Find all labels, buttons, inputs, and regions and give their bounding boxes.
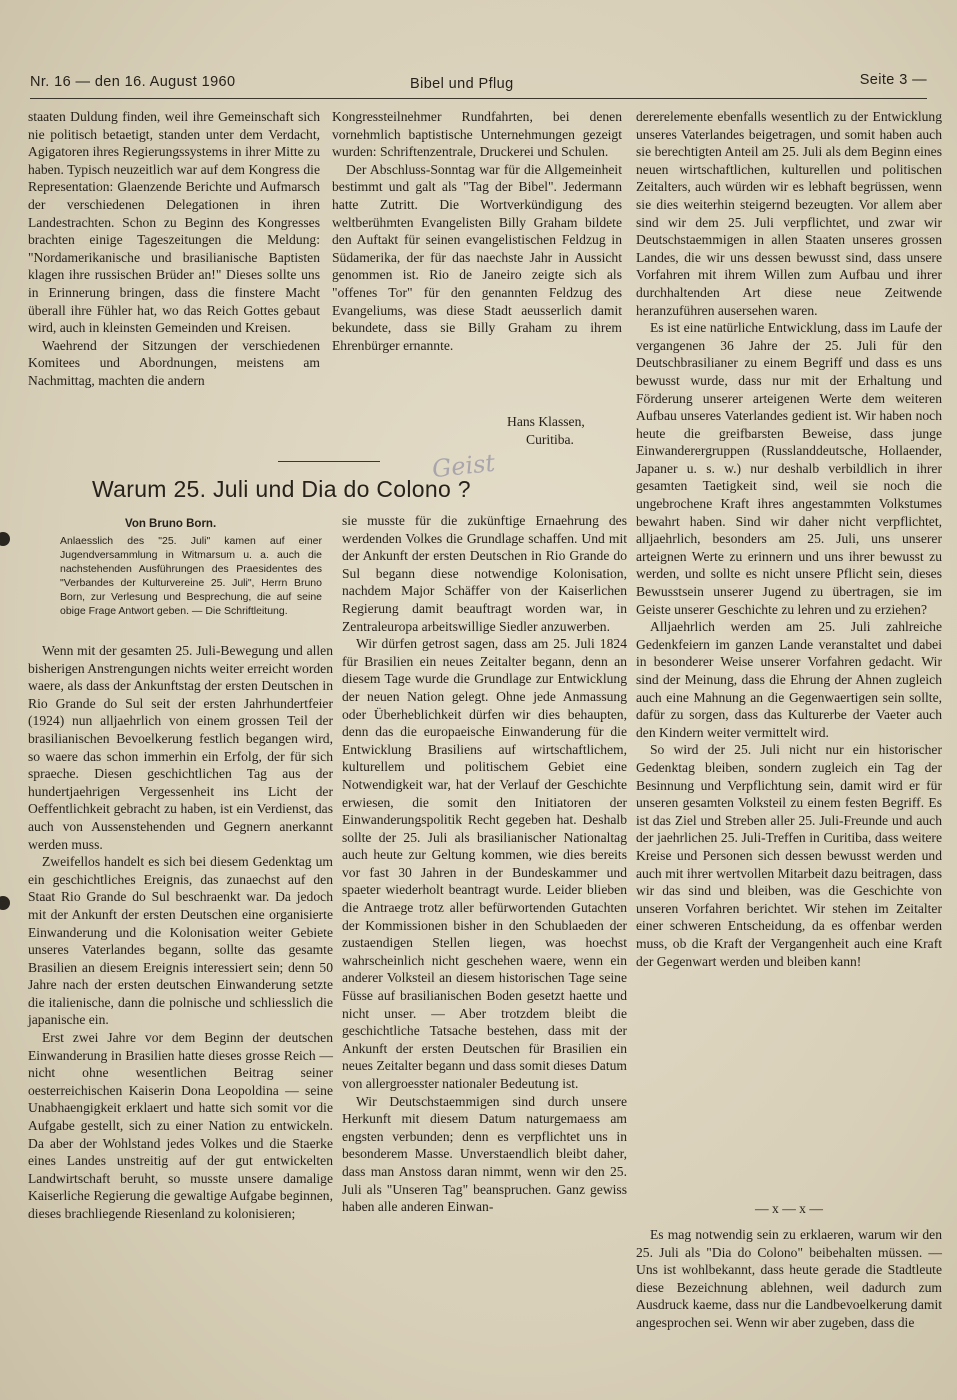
header-rule — [30, 98, 927, 99]
article-column-3 — [636, 108, 942, 970]
paragraph: Alljaehrlich werden am 25. Juli zahlreiche Gedenkfeiern im ganzen Lande veranstaltet und dabei in besonderer Weise unserer Vorfahren gedacht. Wir sind der Meinung, dass die Ehrung der Ahnen zugleich auch eine Mahnung an die Gegenwaertigen sein sollte, dafür zu sorgen, dass das Kulturerbe der Vaeter auch den Kindern weiter vermittelt wird. — [636, 619, 942, 740]
paragraph: Erst zwei Jahre vor dem Beginn der deutschen Einwanderung in Brasilien hatte dieses grosse Reich — nicht ohne wesentlichen Beitrag seiner oesterreichischen Kaiserin Dona Leopoldina — seine Unabhaengigkeit erklaert und hatte sich somit vor die Aufgabe gestellt, sich zu einer Nation zu entwickeln. Da aber der Wohlstand jedes Volkes und die Staerke eines Landes unstreitig auf der gut entwickelten Landwirtschaft beruht, so musste unsere damalige Kaiserliche Regierung die gewaltige Aufgabe beginnen, dieses brachliegende Riesenland zu kolonisieren; — [28, 1030, 333, 1221]
article-column-1 — [28, 642, 333, 1223]
pencil-annotation: Geist — [430, 448, 497, 484]
signature-name: Hans Klassen, — [507, 414, 585, 429]
paragraph: Wir dürfen getrost sagen, dass am 25. Juli 1824 für Brasilien ein neues Zeitalter begann, denn an diesem Tage wurde die Grundlage zur Entwicklung der neuen Nation gelegt. Ohne jede Anmassung oder Überheblichkeit dürfen wir dies behaupten, denn das die europaeische Einwanderung für die Entwicklung Brasiliens auf wirtschaftlichem, kulturellem und politischem Gebiet eine Notwendigkeit war, hat der Verlauf der Geschichte erwiesen, die somit den Initiatoren der Einwanderungspolitik Recht gegeben hat. Deshalb sollte der 25. Juli als brasilianischer Nationaltag auch heute zur Geltung kommen, wie dies bereits vor fast 30 Jahren in der Bundeskammer und spaeter wiederholt beantragt wurde. Leider blieben die Antraege trotz aller befürwortenden Gutachten der Kommissionen bisher in den Schublaeden der zustaendigen Stellen liegen, was hoechst wahrscheinlich nicht geschehen waere, wenn ein anderer Volksteil an diesem historischen Tage seine Füsse auf brasilianischen Boden gesetzt haette und nicht unser. — Aber trotzdem bleibt die geschichtliche Tatsache bestehen, dass mit der Ankunft der ersten Deutschen für Brasilien ein neues Zeitalter begann und dass somit dieses Datum von allergroesster nationaler Bedeutung ist. — [342, 636, 627, 1091]
paragraph: dererelemente ebenfalls wesentlich zu der Entwicklung unseres Vaterlandes beigetragen, und somit haben auch sie berechtigten Anteil am 25. Juli als dem Beginn eines neuen wirtschaftlichen, kulturellen und politischen Zeitalters, auch würden wir es lebhaft begrüssen, wenn sie dies weiterhin steigernd bezeugten. Vor allem aber sind wir dem 25. Juli verpflichtet, und zwar wir Deutschstaemmigen in allen Staaten unseres grossen Landes, die wir uns dessen bewusst sind, dass unsere Vorfahren mit ihrem Willen zum Aufbau und ihrer durchhaltenden Art diese neue Zeitwende heranzuführen ausersehen waren. — [636, 109, 942, 318]
column-2-top — [332, 108, 622, 354]
column-1-top — [28, 108, 320, 390]
paragraph: staaten Duldung finden, weil ihre Gemeinschaft sich nie politisch betaetigt, standen unter dem Verdacht, Agigatoren ihres Regierungssystems in ihrer Mitte zu haben. Typisch neuzeitlich war auf dem Kongress die Representation: Glaenzende Berichte und Aufmarsch der verschiedenen Delegationen in ihren Landestrachten. Schon zu Beginn des Kongresses brachten einige Tageszeitungen die Meldung: "Nordamerikanische und brasilianische Baptisten klagen ihre russischen Brüder an!" Dieses sollte uns in Erinnerung bringen, dass die finstere Macht überall ihre Fühler hat, wo das Reich Gottes gebaut wird, auch in kleinsten Gemeinden und Kreisen. — [28, 109, 320, 336]
article-separator-rule — [278, 461, 380, 462]
article-title: Warum 25. Juli und Dia do Colono ? — [92, 476, 471, 502]
paragraph: Wir Deutschstaemmigen sind durch unsere Herkunft mit diesem Datum naturgemaess am engsten verbunden; denn es verpflichtet uns in besonderem Masse. Unverstaendlich bleibt daher, dass man Anstoss daran nimmt, wenn wir den 25. Juli als "Unseren Tag" beanspruchen. Ganz gewiss haben alle anderen Einwan- — [342, 1093, 627, 1215]
editor-note-text: Anlaesslich des "25. Juli" kamen auf einer Jugendversammlung in Witmarsum u. a. auch die nachstehenden Ausführungen des Praesidentes des "Verbandes der Kulturvereine 25. Juli", Herrn Bruno Born, zur Verlesung und Besprechung, die auf seine obige Frage Antwort geben. — Die Schriftleitung. — [60, 535, 322, 617]
paragraph: Der Abschluss-Sonntag war für die Allgemeinheit bestimmt und galt als "Tag der Bibel". Jedermann hatte Zutritt. Die Wortverkündigung des weltberühmten Evangelisten Billy Graham bildete den Auftakt für seinen evangelistischen Feldzug in Südamerika, der für das naechste Jahr in Aussicht genommen ist. Rio de Janeiro zeigte sich als "offenes Tor" für den genannten Feldzug des Evangeliums, was diese Stadt aeusserlich damit bekundete, dass sie Billy Graham zu ihrem Ehrenbürger ernannte. — [332, 161, 622, 353]
editor-note — [60, 534, 322, 618]
paragraph: Kongressteilnehmer Rundfahrten, bei denen vornehmlich baptistische Unternehmungen gezeigt wurden: Schriftenzentrale, Druckerei und Schulen. — [332, 109, 622, 160]
paragraph: Zweifellos handelt es sich bei diesem Gedenktag um ein geschichtliches Ereignis, das zunaechst auf den Staat Rio Grande do Sul beschraenkt war. Da jedoch mit der Ankunft der ersten Deutschen eine organisierte Einwanderung und die Kolonisation weiter Gebiete unseres Vaterlandes begann, sollte das gesamte Brasilien an diesem Ereignis interessiert sein; denn 50 Jahre nach der ersten deutschen Einwanderung setzte die italienische, dann die polnische und schliesslich die japanische ein. — [28, 854, 333, 1028]
publication-title: Bibel und Pflug — [410, 76, 514, 92]
paragraph: Wenn mit der gesamten 25. Juli-Bewegung und allen bisherigen Anstrengungen nichts weiter erreicht worden waere, als dass der Ankunftstag der ersten Deutschen in Rio Grande do Sul seit der ersten Jahrhundertfeier (1924) nun alljaehrlich von einem grossen Teil der brasilianischen Bevoelkerung festlich begangen wird, so waere das schon immerhin ein Erfolg, der für sich spraeche. Diesen geschichtlichen Tag aus der hundertjaehrigen Vergessenheit ins Licht der Oeffentlichkeit gebracht zu haben, ist ein Verdienst, das auch von Aussenstehenden und Gegnern anerkannt werden muss. — [28, 643, 333, 852]
punch-hole — [0, 896, 10, 910]
paragraph: Waehrend der Sitzungen der verschiedenen Komitees und Abordnungen, meistens am Nachmittag, machten die andern — [28, 337, 320, 388]
article-byline: Von Bruno Born. — [125, 518, 217, 530]
signature-place: Curitiba. — [526, 432, 574, 447]
punch-hole — [0, 532, 10, 546]
paragraph: sie musste für die zukünftige Ernaehrung des werdenden Volkes die Grundlage schaffen. Und mit der Ankunft der ersten Deutschen in Rio Grande do Sul begann diese notwendige Kolonisation, nachdem Major Schäffer von der Kaiserlichen Regierung damit beauftragt worden war, in Zentraleuropa arbeitswillige Siedler anzuwerben. — [342, 513, 627, 634]
issue-info: Nr. 16 — den 16. August 1960 — [30, 74, 236, 90]
paragraph: Es ist eine natürliche Entwicklung, dass im Laufe der vergangenen 36 Jahre der 25. Juli für den Deutschbrasilianer zu einem Begriff und dass es uns bewusst wurde, dass nur mit der Erhaltung und Förderung unserer arteigenen Werte dem weiteren Aufbau unseres Vaterlandes gedient ist. Wir haben noch heute die greifbarsten Beweise, dass junge Einwanderergruppen (Russlanddeutsche, Hollaender, Japaner u. s. w.) nur deshalb verbildlich in ihrer gesamten Taetigkeit sind, weil sie noch die ungebrochene Kraft ihres angestammten Volkstumes bewahrt haben. Sind wir daher nicht verpflichtet, alljaehrlich, besonders am 25. Juli, uns unserer arteignen Werte zu erinnern und uns ihrer bewusst zu werden, und sollte es nicht unsere Pflicht sein, dieses Bewusstsein unserer Jugend zu übertragen, sie im Geiste unserer Geschichte zu lehren und zu erziehen? — [636, 320, 942, 617]
paragraph: Es mag notwendig sein zu erklaeren, warum wir den 25. Juli als "Dia do Colono" beibehalten müssen. — Uns ist wohlbekannt, dass heute gerade die Stadtleute diese Bezeichnung ablehnen, weil dadurch zum Ausdruck kaeme, dass nur die Landbevoelkerung damit angesprochen sei. Wenn wir aber zugeben, dass die — [636, 1227, 942, 1330]
paragraph: So wird der 25. Juli nicht nur ein historischer Gedenktag bleiben, sondern zugleich ein Tag der Besinnung und Verpflichtung sein, damit wird er für unseren gesamten Volksteil zu einem festen Begriff. Es ist das Ziel und Streben aller 25. Juli-Freunde und auch der jaehrlichen 25. Juli-Treffen in Curitiba, dass weitere Kreise und Personen sich dessen bewusst werden und auch mit ihrer wertvollen Mitarbeit dazu beitragen, dass wir das sind und bleiben, was die Geschichte von unseren Vorfahren berichtet. Wir stehen im Zeitalter einer schweren Entscheidung, da es offenbar werden muss, ob die Kraft der Vergangenheit auch eine Kraft der Gegenwart werden und bleiben kann! — [636, 742, 942, 969]
page-header — [30, 70, 927, 96]
article-column-2 — [342, 512, 627, 1216]
article-column-3-continued — [636, 1226, 942, 1332]
page-number: Seite 3 — — [859, 72, 927, 88]
section-separator: — x — x — — [755, 1201, 823, 1216]
